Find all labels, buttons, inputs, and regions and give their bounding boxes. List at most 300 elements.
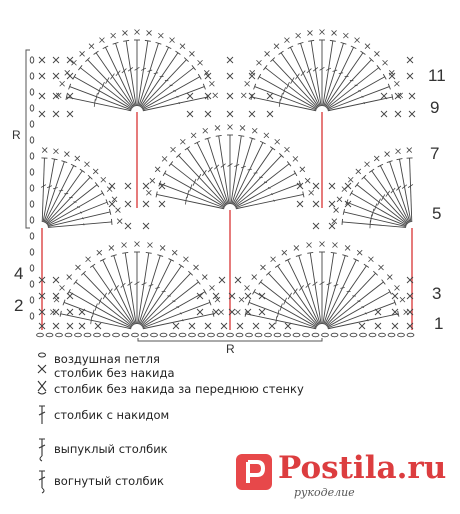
stitch-tick	[286, 82, 289, 89]
stitch-x	[332, 242, 337, 247]
stitch-tick	[284, 298, 287, 305]
single-crochet-mark	[227, 73, 233, 79]
stitch-x	[293, 156, 298, 161]
stitch-x	[296, 33, 301, 38]
stitch-x	[60, 81, 65, 86]
stitch-tick	[301, 71, 305, 76]
stitch-tick	[276, 316, 277, 324]
stitch-tick	[367, 319, 368, 321]
chain-stitch	[341, 333, 348, 337]
stitch-x	[396, 149, 401, 154]
single-crochet-mark	[221, 323, 227, 329]
stitch-x	[97, 250, 102, 255]
stitch-x	[171, 147, 176, 152]
stitch-x	[332, 219, 337, 224]
stitch-top	[90, 264, 95, 267]
stitch-x	[203, 128, 208, 133]
stitch-post	[364, 177, 408, 223]
stitch-x	[135, 242, 140, 247]
chain-stitch	[30, 105, 34, 111]
stitch-x	[172, 250, 177, 255]
single-crochet-mark	[67, 309, 73, 315]
single-crochet-mark	[235, 277, 241, 283]
stitch-tick	[94, 99, 95, 107]
stitch-top	[279, 51, 284, 54]
stitch-post	[410, 158, 412, 222]
chain-stitch	[246, 333, 253, 337]
stitch-x	[332, 30, 337, 35]
stitch-x	[355, 38, 360, 43]
stitch-top	[303, 191, 304, 197]
single-crochet-mark	[39, 93, 45, 99]
single-crochet-mark	[39, 57, 45, 63]
single-crochet-mark	[53, 57, 59, 63]
legend-item-back-post-dc	[32, 468, 164, 494]
stitch-x	[189, 51, 194, 56]
chain-stitch	[322, 333, 329, 337]
chain-stitch	[37, 333, 44, 337]
stitch-post	[265, 68, 317, 109]
stitch-x	[343, 33, 348, 38]
row-number-3: 3	[432, 284, 442, 303]
stitch-post	[328, 97, 393, 111]
stitch-post	[42, 158, 44, 222]
fan-top-right	[241, 30, 403, 111]
single-crochet-mark	[53, 277, 59, 283]
stitch-x	[383, 60, 388, 65]
chain-stitch	[122, 333, 129, 337]
single-crochet-mark	[381, 93, 387, 99]
chain-stitch	[217, 333, 224, 337]
stitch-top	[60, 311, 61, 317]
single-crochet-mark	[345, 183, 351, 189]
stitch-post	[179, 155, 226, 205]
stitch-top	[330, 40, 336, 41]
single-crochet-mark	[109, 183, 115, 189]
stitch-top	[78, 65, 82, 70]
stitch-top	[253, 289, 256, 294]
single-crochet-mark	[125, 201, 131, 207]
stitch-x	[89, 44, 94, 49]
stitch-x	[117, 219, 122, 224]
stitch-x	[75, 156, 80, 161]
legend-label: выпуклый столбик	[54, 442, 168, 456]
single-crochet-mark	[205, 111, 211, 117]
stitch-x	[191, 133, 196, 138]
single-crochet-mark	[227, 93, 233, 99]
chain-stitch	[30, 89, 34, 95]
stitch-top	[263, 65, 267, 70]
stitch-top	[146, 252, 152, 253]
stitch-x	[252, 128, 257, 133]
stitch-top	[80, 169, 85, 172]
single-crochet-mark	[143, 183, 149, 189]
single-crochet-mark	[205, 323, 211, 329]
chain-stitch	[30, 233, 34, 239]
stitch-x	[309, 190, 314, 195]
single-crochet-mark	[53, 309, 59, 315]
stitch-x	[135, 30, 140, 35]
chain-stitch	[179, 333, 186, 337]
chain-stitch	[284, 333, 291, 337]
single-crochet-mark	[269, 323, 275, 329]
stitch-post	[327, 68, 379, 109]
single-crochet-mark	[197, 309, 203, 315]
stitch-tick	[307, 69, 312, 73]
stitch-post	[311, 41, 321, 106]
stitch-x	[180, 139, 185, 144]
stitch-top	[342, 219, 343, 225]
stitch-top	[198, 74, 201, 79]
stitch-post	[310, 253, 321, 324]
stitch-post	[259, 77, 317, 109]
single-crochet-mark	[313, 223, 319, 229]
stitch-x	[122, 242, 127, 247]
chain-stitch	[56, 333, 63, 337]
stitch-post	[143, 302, 210, 327]
single-crochet-mark	[53, 323, 59, 329]
stitch-post	[268, 273, 317, 325]
chain-stitch	[30, 121, 34, 127]
chain-stitch	[350, 333, 357, 337]
stitch-x	[75, 265, 80, 270]
stitch-top	[258, 74, 261, 79]
single-crochet-mark	[392, 293, 398, 299]
stitch-post	[252, 97, 317, 111]
stitch-top	[122, 252, 128, 253]
stitch-top	[355, 182, 359, 187]
stitch-x	[239, 297, 244, 302]
stitch-x	[275, 139, 280, 144]
stitch-x	[158, 33, 163, 38]
stitch-x	[146, 190, 151, 195]
stitch-top	[185, 147, 190, 150]
chain-stitch	[379, 333, 386, 337]
stitch-post	[48, 202, 108, 226]
chain-stitch	[30, 57, 34, 63]
stitch-x	[348, 177, 353, 182]
stitch-top	[270, 147, 275, 150]
stitch-x	[160, 245, 165, 250]
chain-stitch	[265, 333, 272, 337]
chain-stitch	[369, 333, 376, 337]
stitch-tick	[248, 169, 252, 170]
stitch-x	[219, 310, 224, 315]
stitch-tick	[59, 190, 63, 191]
stitch-top	[192, 65, 196, 70]
stitch-x	[228, 125, 233, 130]
chain-stitch	[30, 281, 34, 287]
chain-stitch	[360, 333, 367, 337]
stitch-x	[334, 208, 339, 213]
stitch-x	[365, 44, 370, 49]
chain-stitch	[255, 333, 262, 337]
stitch-top	[307, 252, 313, 253]
single-crochet-mark	[267, 111, 273, 117]
stitch-x	[394, 285, 399, 290]
row-number-11: 11	[428, 66, 446, 85]
row-number-5: 5	[432, 204, 442, 223]
stitch-top	[156, 191, 157, 197]
stitch-x	[294, 245, 299, 250]
stitch-tick	[396, 186, 401, 191]
chain-stitch	[46, 333, 53, 337]
stitch-x	[209, 81, 214, 86]
chain-stitch	[30, 217, 34, 223]
stitch-x	[215, 125, 220, 130]
single-crochet-mark	[259, 293, 265, 299]
chain-stitch	[303, 333, 310, 337]
chain-stitch	[30, 169, 34, 175]
single-crochet-mark	[359, 323, 365, 329]
stitch-post	[236, 194, 303, 208]
row-number-9: 9	[430, 98, 440, 117]
red-guide-lines	[42, 112, 412, 330]
stitch-post	[64, 302, 131, 327]
stitch-x	[213, 93, 218, 98]
stitch-post	[138, 41, 148, 106]
stitch-post	[125, 253, 136, 324]
stitch-post	[143, 97, 208, 111]
front-post-dc-icon	[32, 436, 54, 462]
stitch-tick	[208, 167, 212, 172]
stitch-post	[231, 136, 241, 204]
chain-stitch	[141, 333, 148, 337]
stitch-post	[326, 273, 375, 325]
chain-stitch	[160, 333, 167, 337]
single-crochet-mark	[253, 323, 259, 329]
stitch-post	[326, 60, 371, 108]
stitch-x	[307, 242, 312, 247]
single-crochet-mark	[409, 93, 415, 99]
stitch-x	[357, 250, 362, 255]
stitch-tick	[106, 77, 109, 83]
stitch-post	[141, 273, 190, 325]
stitch-top	[275, 264, 280, 267]
stitch-post	[234, 155, 281, 205]
stitch-x	[387, 275, 392, 280]
chain-stitch	[132, 333, 139, 337]
legend-label: столбик с накидом	[54, 408, 170, 422]
stitch-top	[369, 169, 374, 172]
stitch-post	[273, 60, 318, 108]
stitch-tick	[179, 102, 180, 104]
chain-stitch	[94, 333, 101, 337]
stitch-x	[256, 60, 261, 65]
stitch-post	[67, 97, 132, 111]
single-crochet-mark	[67, 111, 73, 117]
stitch-x	[180, 44, 185, 49]
stitch-tick	[364, 102, 365, 104]
stitch-x	[99, 38, 104, 43]
front-loop-sc-icon	[32, 376, 54, 402]
stitch-post	[138, 253, 149, 324]
stitch-post	[219, 136, 229, 204]
chain-stitch	[407, 333, 414, 337]
stitch-top	[364, 264, 369, 267]
single-crochet-mark	[53, 111, 59, 117]
stitch-tick	[214, 165, 219, 169]
stitch-x	[235, 310, 240, 315]
stitch-x	[147, 30, 152, 35]
single-crochet-mark	[227, 57, 233, 63]
stitch-x	[374, 156, 379, 161]
stitch-top	[382, 280, 386, 285]
single-crochet-mark	[259, 309, 265, 315]
single-crochet-mark	[219, 277, 225, 283]
stitch-post	[141, 60, 186, 108]
stitch-tick	[121, 283, 126, 287]
stitch-top	[331, 252, 337, 253]
chain-stitch	[103, 333, 110, 337]
single-crochet-mark	[109, 201, 115, 207]
single-crochet-mark	[329, 183, 335, 189]
single-crochet-mark	[407, 73, 413, 79]
stitch-x	[368, 257, 373, 262]
stitch-tick	[299, 285, 303, 290]
single-crochet-mark	[329, 201, 335, 207]
stitch-x	[84, 162, 89, 167]
stitch-tick	[122, 69, 127, 73]
stitch-x	[284, 147, 289, 152]
stitch-x	[53, 149, 58, 154]
stitch-x	[284, 38, 289, 43]
fan-top-left	[56, 30, 218, 111]
stitch-post	[88, 60, 133, 108]
chain-stitch	[274, 333, 281, 337]
fan-mid-right-edge	[332, 148, 413, 229]
repeat-label-horizontal: R	[226, 342, 235, 356]
chain-stitch	[30, 73, 34, 79]
chain-stitch	[30, 185, 34, 191]
chain-stitch	[189, 333, 196, 337]
stitch-top	[95, 182, 99, 187]
shell-fans	[41, 30, 413, 329]
stitch-top	[74, 280, 78, 285]
chain-stitch	[170, 333, 177, 337]
stitch-post	[249, 302, 316, 327]
stitch-top	[197, 280, 201, 285]
single-crochet-mark	[237, 323, 243, 329]
stitch-top	[175, 51, 180, 54]
single-crochet-mark	[39, 73, 45, 79]
stitch-top	[398, 311, 399, 317]
stitch-x	[300, 167, 305, 172]
stitch-x	[194, 265, 199, 270]
stitch-top	[73, 74, 76, 79]
stitch-post	[327, 77, 385, 109]
chain-stitch	[388, 333, 395, 337]
chain-stitch	[75, 333, 82, 337]
stitch-x	[93, 169, 98, 174]
chain-stitch	[293, 333, 300, 337]
stitch-x	[337, 197, 342, 202]
legend-item-double-crochet	[32, 402, 169, 428]
single-crochet-mark	[67, 293, 73, 299]
single-crochet-mark	[187, 93, 193, 99]
stitch-post	[126, 41, 136, 106]
stitch-x	[282, 250, 287, 255]
single-crochet-mark	[249, 73, 255, 79]
repeat-bracket-left	[26, 50, 30, 228]
stitch-tick	[378, 199, 381, 206]
stitch-x	[365, 162, 370, 167]
single-crochet-mark	[159, 201, 165, 207]
stitch-tick	[103, 293, 106, 299]
stitch-x	[170, 38, 175, 43]
stitch-x	[183, 257, 188, 262]
stitch-post	[323, 253, 334, 324]
stitch-x	[147, 242, 152, 247]
chain-stitch	[208, 333, 215, 337]
single-crochet-mark	[53, 293, 59, 299]
stitch-tick	[91, 316, 92, 324]
chain-stitch	[30, 137, 34, 143]
single-crochet-mark	[125, 183, 131, 189]
stitch-tick	[182, 319, 183, 321]
single-crochet-mark	[67, 323, 73, 329]
stitch-tick	[101, 82, 104, 89]
stitch-tick	[155, 287, 159, 288]
chain-stitch	[84, 333, 91, 337]
stitch-x	[122, 30, 127, 35]
stitch-top	[308, 40, 314, 41]
stitch-post	[83, 273, 132, 325]
row-number-1: 1	[434, 314, 444, 333]
single-crochet-mark	[143, 223, 149, 229]
stitch-x	[345, 245, 350, 250]
stitch-x	[111, 33, 116, 38]
stitch-tick	[288, 293, 291, 299]
stitch-top	[350, 191, 353, 196]
single-crochet-mark	[381, 111, 387, 117]
legend-item-front-post-dc	[32, 436, 168, 462]
single-crochet-mark	[245, 293, 251, 299]
single-crochet-mark	[189, 323, 195, 329]
chain-stitch	[398, 333, 405, 337]
stitch-tick	[154, 73, 158, 74]
watermark-brand: Postila.ru	[278, 450, 447, 486]
stitch-x	[274, 44, 279, 49]
postila-watermark	[236, 448, 450, 504]
chain-stitch	[151, 333, 158, 337]
stitch-top	[94, 51, 99, 54]
stitch-x	[271, 257, 276, 262]
fan-bottom-right	[235, 242, 408, 329]
chain-stitch	[30, 153, 34, 159]
stitch-post	[157, 194, 224, 208]
stitch-x	[356, 169, 361, 174]
stitch-top	[294, 171, 297, 176]
chain-stitch	[30, 265, 34, 271]
stitch-top	[204, 289, 207, 294]
stitch-x	[67, 275, 72, 280]
double-crochet-icon	[32, 402, 54, 428]
stitch-top	[145, 40, 151, 41]
stitch-post	[142, 77, 200, 109]
single-crochet-mark	[173, 323, 179, 329]
single-crochet-mark	[375, 323, 381, 329]
stitch-top	[163, 171, 166, 176]
stitch-tick	[306, 283, 311, 287]
single-crochet-mark	[313, 183, 319, 189]
stitch-tick	[116, 71, 120, 76]
single-crochet-mark	[79, 323, 85, 329]
stitch-x	[394, 81, 399, 86]
stitch-tick	[381, 194, 384, 200]
stitch-post	[142, 68, 194, 109]
stitch-post	[74, 77, 132, 109]
